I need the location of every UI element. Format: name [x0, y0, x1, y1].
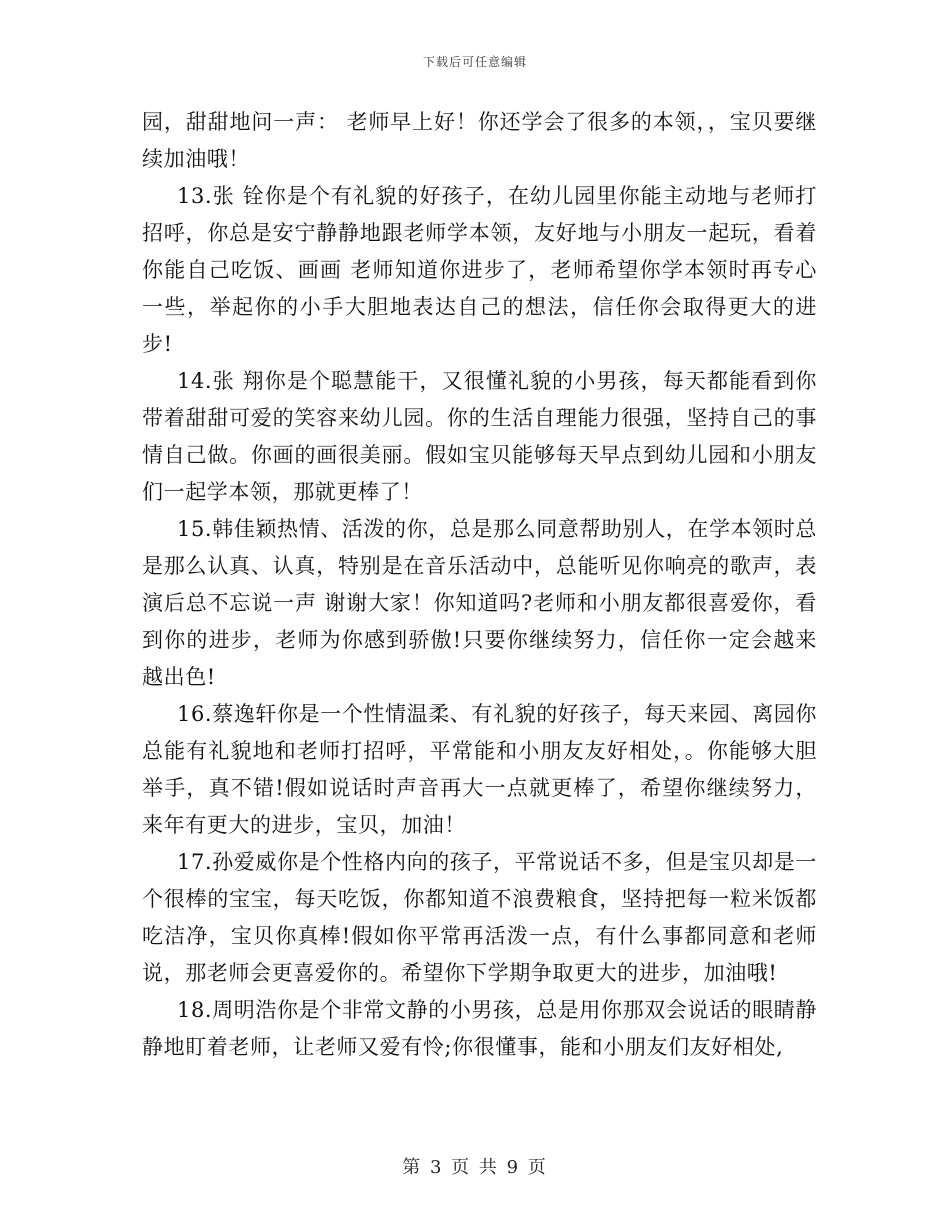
page-header: 下载后可任意编辑	[422, 55, 527, 69]
page-number-footer: 第 3 页 共 9 页	[402, 1157, 548, 1178]
paragraph-item-14: 14.张 翔你是个聪慧能干，又很懂礼貌的小男孩，每天都能看到你带着甜甜可爱的笑容来幼儿园。你的生活自理能力很强，坚持自己的事情自己做。你画的画很美丽。假如宝贝能够每天早点到幼儿园和小朋友们一起学本领，那就更棒了！	[142, 369, 817, 504]
document-body	[142, 104, 817, 1066]
paragraph-item-13: 13.张 铨你是个有礼貌的好孩子，在幼儿园里你能主动地与老师打招呼，你总是安宁静静地跟老师学本领，友好地与小朋友一起玩，看着你能自己吃饭、画画 老师知道你进步了，老师希望你学本领时再专心一些，举起你的小手大胆地表达自己的想法，信任你会取得更大的进步!	[142, 184, 817, 356]
paragraph-continuation: 园，甜甜地问一声： 老师早上好！你还学会了很多的本领，，宝贝要继续加油哦！	[142, 110, 817, 171]
paragraph-item-15: 15.韩佳颖热情、活泼的你，总是那么同意帮助别人，在学本领时总是那么认真、认真，特别是在音乐活动中，总能听见你响亮的歌声，表演后总不忘说一声 谢谢大家！你知道吗?老师和小朋友都很喜爱你，看到你的进步，老师为你感到骄傲!只要你继续努力，信任你一定会越来越出色!	[142, 517, 817, 689]
paragraph-item-16: 16.蔡逸轩你是一个性情温柔、有礼貌的好孩子，每天来园、离园你总能有礼貌地和老师打招呼，平常能和小朋友友好相处，。你能够大胆举手，真不错!假如说话时声音再大一点就更棒了，希望你继续努力，来年有更大的进步，宝贝，加油！	[142, 702, 817, 837]
paragraph-item-17: 17.孙爱威你是个性格内向的孩子，平常说话不多，但是宝贝却是一个很棒的宝宝，每天吃饭，你都知道不浪费粮食，坚持把每一粒米饭都吃洁净，宝贝你真棒!假如你平常再活泼一点，有什么事都同意和老师说，那老师会更喜爱你的。希望你下学期争取更大的进步，加油哦!	[142, 850, 817, 985]
paragraph-item-18: 18.周明浩你是个非常文静的小男孩，总是用你那双会说话的眼睛静静地盯着老师，让老师又爱有怜;你很懂事，能和小朋友们友好相处,	[142, 998, 817, 1059]
